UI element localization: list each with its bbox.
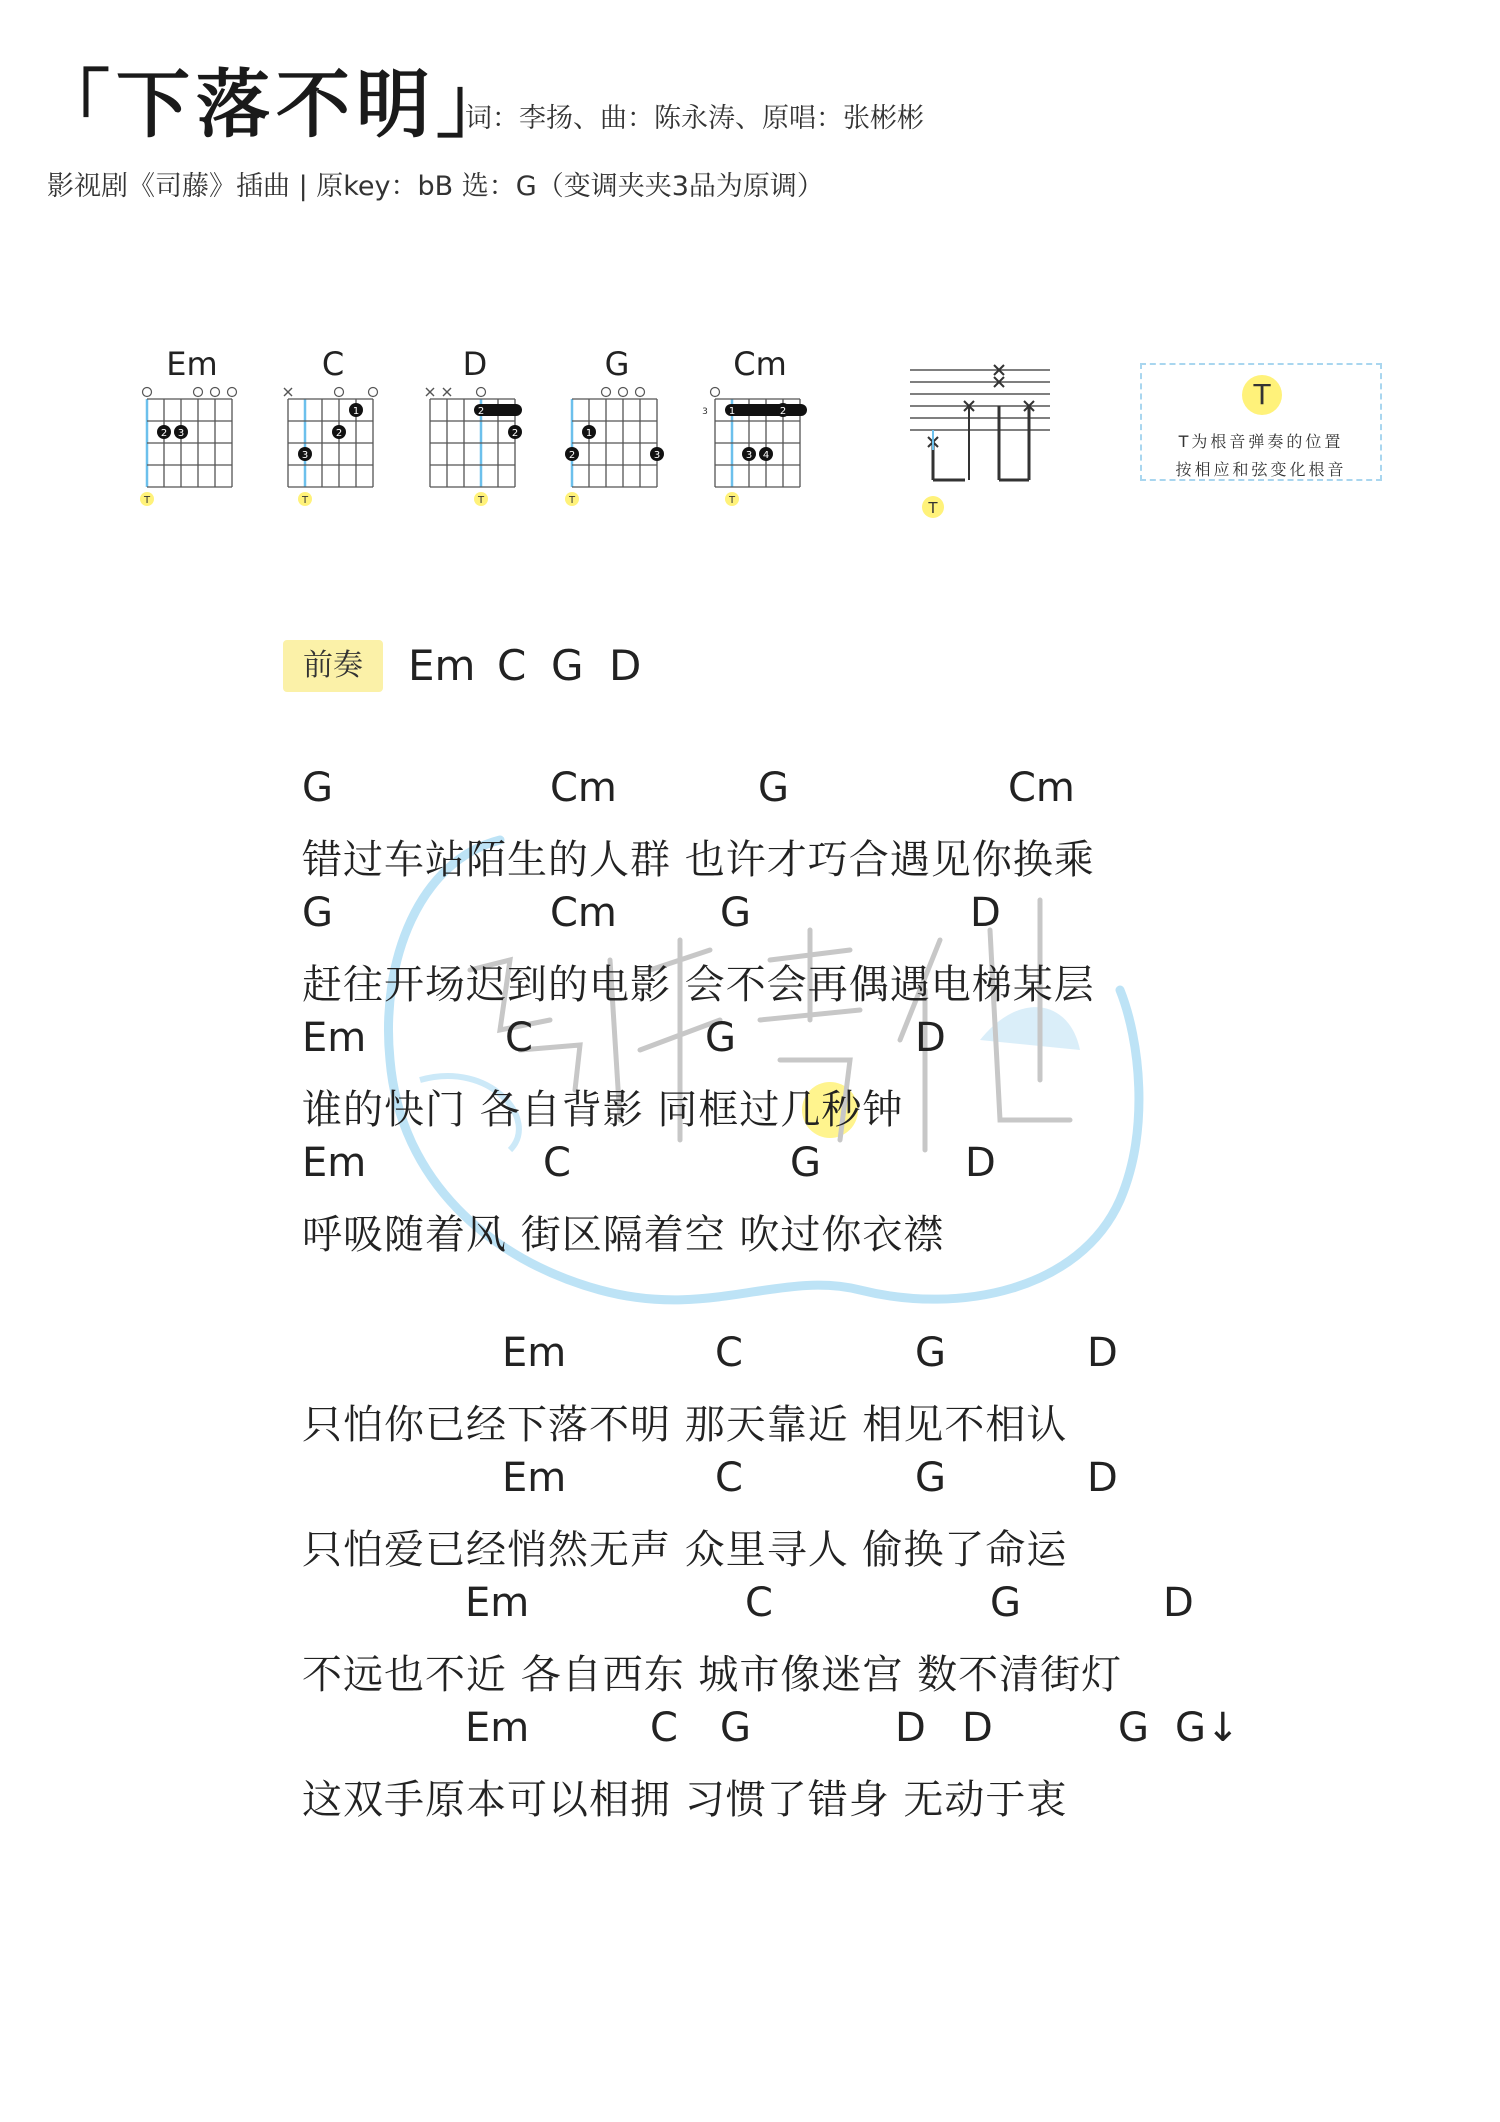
chord-label: Em	[502, 1330, 567, 1376]
chord-label: Em	[502, 1455, 567, 1501]
finger-number: 3	[745, 450, 753, 461]
chord-label: C	[715, 1330, 743, 1376]
fret-number: 3	[702, 407, 708, 417]
chord-label: D	[965, 1140, 996, 1186]
chord-label: G	[720, 1705, 751, 1751]
finger-number: 2	[477, 406, 485, 417]
chord-label: C	[650, 1705, 678, 1751]
chord-label: G	[915, 1330, 946, 1376]
g-chord-diagram-icon	[552, 385, 682, 515]
intro-label: 前奏	[283, 640, 383, 692]
chord-label: G	[720, 890, 751, 936]
chord-diagram-name: Em	[166, 345, 218, 383]
chord-diagram-name: G	[604, 345, 630, 383]
finger-number: 2	[779, 406, 787, 417]
strum-pattern-diagram	[905, 360, 1055, 525]
intro-chord: G	[551, 641, 584, 690]
chord-diagram-cm	[695, 345, 825, 515]
chord-label: G	[758, 765, 789, 811]
c-chord-diagram-icon	[268, 385, 398, 515]
lyric-line: 不远也不近 各自西东 城市像迷宫 数不清街灯	[302, 1652, 1123, 1698]
cm-chord-diagram-icon	[695, 385, 825, 515]
chord-diagram-d	[410, 345, 540, 515]
d-chord-diagram-icon	[410, 385, 540, 515]
lyric-line: 赶往开场迟到的电影 会不会再偶遇电梯某层	[302, 962, 1095, 1008]
em-chord-diagram-icon	[127, 385, 257, 515]
finger-number: 2	[160, 428, 168, 439]
chord-label: Em	[302, 1015, 367, 1061]
finger-number: 2	[568, 450, 576, 461]
finger-number: 2	[511, 428, 519, 439]
chord-diagram-name: Cm	[733, 345, 787, 383]
chord-label: C	[543, 1140, 571, 1186]
root-legend-box	[1140, 363, 1382, 481]
intro-chord: D	[609, 641, 642, 690]
lyric-line: 呼吸随着风 街区隔着空 吹过你衣襟	[302, 1212, 945, 1258]
chord-diagram-name: C	[321, 345, 345, 383]
lyric-line: 只怕你已经下落不明 那天靠近 相见不相认	[302, 1402, 1068, 1448]
lyric-line: 错过车站陌生的人群 也许才巧合遇见你换乘	[302, 837, 1095, 883]
chord-label: D	[915, 1015, 946, 1061]
legend-line-2: 按相应和弦变化根音	[1175, 460, 1347, 479]
finger-number: 3	[301, 450, 309, 461]
finger-number: 3	[177, 428, 185, 439]
root-marker: T	[728, 495, 736, 506]
chord-diagram-g	[552, 345, 682, 515]
finger-number: 1	[728, 406, 736, 417]
finger-number: 1	[585, 428, 593, 439]
chord-label: Cm	[550, 890, 617, 936]
lyric-line: 谁的快门 各自背影 同框过几秒钟	[302, 1087, 904, 1133]
chord-label: D	[895, 1705, 926, 1751]
chord-label: G	[790, 1140, 821, 1186]
lyric-line: 只怕爱已经悄然无声 众里寻人 偷换了命运	[302, 1527, 1068, 1573]
chord-label: G	[915, 1455, 946, 1501]
chord-label: D	[1087, 1455, 1118, 1501]
chord-label: C	[505, 1015, 533, 1061]
chord-label: G	[302, 765, 333, 811]
chord-label: Em	[465, 1580, 530, 1626]
finger-number: 4	[762, 450, 770, 461]
chord-diagram-em	[127, 345, 257, 515]
root-marker: T	[477, 495, 485, 506]
root-marker: T	[568, 495, 576, 506]
song-credits: 词：李扬、曲：陈永涛、原唱：张彬彬	[465, 103, 924, 134]
root-badge: T	[1242, 375, 1282, 415]
chord-label: D	[962, 1705, 993, 1751]
chord-diagram-name: D	[462, 345, 488, 383]
chord-label: G	[302, 890, 333, 936]
chord-label: D	[1087, 1330, 1118, 1376]
song-subtitle: 影视剧《司藤》插曲 | 原key：bB 选：G（变调夹夹3品为原调）	[47, 171, 824, 202]
lyric-line: 这双手原本可以相拥 习惯了错身 无动于衷	[302, 1777, 1068, 1823]
chord-label: Em	[465, 1705, 530, 1751]
root-marker: T	[143, 495, 151, 506]
chord-label: Cm	[1008, 765, 1075, 811]
chord-label: Em	[302, 1140, 367, 1186]
chord-label: G↓	[1175, 1705, 1240, 1751]
root-marker: T	[301, 495, 309, 506]
chord-label: D	[970, 890, 1001, 936]
chord-label: D	[1163, 1580, 1194, 1626]
song-title: 「下落不明」	[36, 62, 516, 148]
strum-root-marker: T	[928, 499, 938, 517]
finger-number: 3	[653, 450, 661, 461]
legend-line-1: T为根音弹奏的位置	[1178, 432, 1344, 451]
chord-label: Cm	[550, 765, 617, 811]
chord-label: C	[715, 1455, 743, 1501]
chord-diagram-c	[268, 345, 398, 515]
finger-number: 2	[335, 428, 343, 439]
intro-chord: Em	[408, 641, 476, 690]
chord-label: G	[990, 1580, 1021, 1626]
intro-chord: C	[497, 641, 527, 690]
chord-label: G	[1118, 1705, 1149, 1751]
finger-number: 1	[352, 406, 360, 417]
chord-label: G	[705, 1015, 736, 1061]
chord-label: C	[745, 1580, 773, 1626]
